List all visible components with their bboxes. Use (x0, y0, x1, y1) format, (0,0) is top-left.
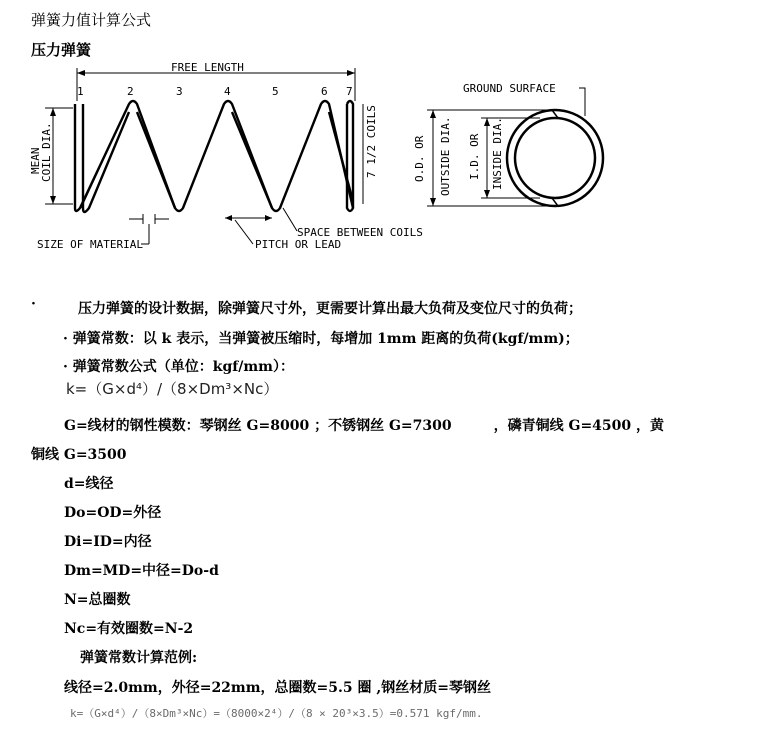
mean-coil-dia-label: COIL DIA. (40, 122, 53, 182)
id-label: INSIDE DIA. (491, 117, 504, 190)
bullet-dot: · (31, 296, 36, 312)
pitch-or-lead-label: PITCH OR LEAD (255, 238, 342, 251)
d-definition: d=线径 (64, 476, 114, 492)
formula-heading: · 弹簧常数公式（单位：kgf/mm）： (63, 359, 294, 375)
spring-coils (75, 101, 353, 212)
n-definition: N=总圈数 (64, 592, 131, 608)
ground-surface-label: GROUND SURFACE (463, 82, 556, 95)
dm-definition: Dm=MD=中径=Do-d (64, 563, 219, 579)
spring-diagram (25, 56, 625, 262)
example-formula: k=（G×d⁴）/（8×Dm³×Nc）=（8000×2⁴）/（8 × 20³×3.5）=0.571 kgf/mm. (70, 707, 483, 720)
size-of-material-label: SIZE OF MATERIAL (37, 238, 143, 251)
g-definition-cont: 铜线 G=3500 (31, 447, 127, 463)
id-label: I.D. OR (468, 133, 481, 180)
page-title: 弹簧力值计算公式 (31, 11, 152, 29)
example-title: 弹簧常数计算范例: (80, 650, 198, 666)
space-between-coils-label: SPACE BETWEEN COILS (297, 226, 423, 239)
free-length-label: FREE LENGTH (171, 61, 244, 74)
section-heading: 压力弹簧 (31, 41, 92, 59)
intro-text: 压力弹簧的设计数据，除弹簧尺寸外，更需要计算出最大负荷及变位尺寸的负荷； (78, 301, 582, 317)
spring-formula: k=（G×d⁴）/（8×Dm³×Nc） (66, 380, 279, 398)
g-definition: G=线材的钢性模数：琴钢丝 G=8000 ；不锈钢丝 G=7300 ，磷青铜线 G=4500 ，黄 (64, 418, 665, 434)
coil-number: 2 (127, 85, 134, 98)
coils-count-label: 7 1/2 COILS (365, 105, 378, 178)
coil-number: 4 (224, 85, 231, 98)
do-definition: Do=OD=外径 (64, 505, 162, 521)
od-label: OUTSIDE DIA. (439, 116, 452, 196)
coil-number: 7 (346, 85, 353, 98)
coil-number: 5 (272, 85, 279, 98)
nc-definition: Nc=有效圈数=N-2 (64, 621, 194, 637)
mean-coil-dia-label: MEAN (29, 147, 42, 174)
end-view-ring (507, 110, 603, 206)
coil-number: 3 (176, 85, 183, 98)
example-params: 线径=2.0mm，外径=22mm，总圈数=5.5 圈 ,钢丝材质=琴钢丝 (64, 680, 491, 696)
di-definition: Di=ID=内径 (64, 534, 152, 550)
od-label: O.D. OR (413, 135, 426, 182)
coil-number: 1 (77, 85, 84, 98)
spring-constant-text: · 弹簧常数：以 k 表示，当弹簧被压缩时，每增加 1mm 距离的负荷(kgf/mm)； (63, 331, 579, 347)
coil-number: 6 (321, 85, 328, 98)
